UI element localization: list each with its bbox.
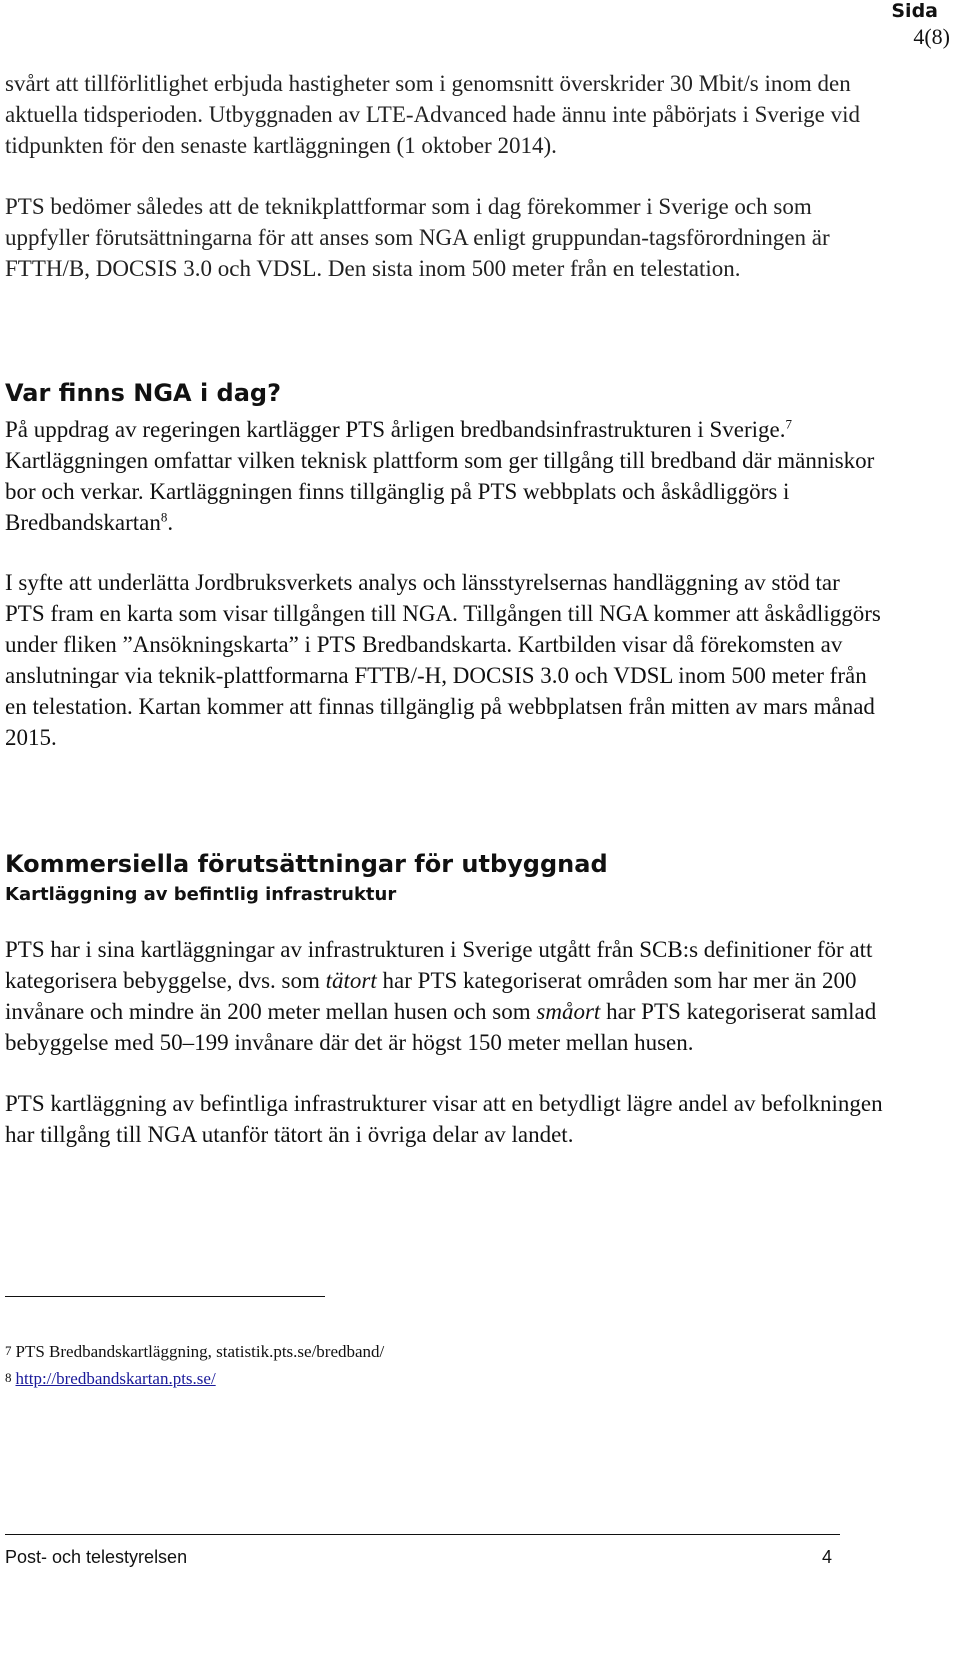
heading-kommersiella-forutsattningar: Kommersiella förutsättningar för utbyggnad (5, 850, 608, 878)
footer-organization: Post- och telestyrelsen (5, 1547, 188, 1567)
paragraph-lte: svårt att tillförlitlighet erbjuda hastigheter som i genomsnitt överskrider 30 Mbit/s inom den aktuella tidsperioden. Utbyggnaden av LTE-Advanced hade ännu inte påbörjats i Sverige vid tidpunkten för den senaste kartläggningen (1 oktober 2014). (5, 71, 861, 158)
paragraph-scb-part3: har PTS kategoriserat samlad bebyggelse med 50–199 invånare där det är högst 150 meter mellan husen. (5, 999, 877, 1055)
footnote-8-number: 8 (5, 1370, 12, 1385)
footer-page-number: 4 (822, 1547, 833, 1567)
footnote-7-number: 7 (5, 1343, 12, 1358)
paragraph-nga-definition: PTS bedömer således att de teknikplattformar som i dag förekommer i Sverige och som uppfyller förutsättningarna för att anses som NGA enligt gruppundan-tagsförordningen är FTTH/B, DOCSIS 3.0 och VDSL. Den sista inom 500 meter från en telestation. (5, 194, 830, 281)
footnote-7 (5, 1338, 384, 1365)
paragraph-scb-part2: har PTS kategoriserat områden som har mer än 200 invånare och mindre än 200 meter mellan husen och som (5, 968, 857, 1024)
paragraph-ansokningskarta: I syfte att underlätta Jordbruksverkets analys och länsstyrelsernas handläggning av stöd tar PTS fram en karta som visar tillgången till NGA. Tillgången till NGA kommer att åskådliggörs under fliken ”Ansökningskarta” i PTS Bredbandskarta. Kartbilden visar då förekomsten av anslutningar via teknik-plattformarna FTTB/-H, DOCSIS 3.0 och VDSL inom 500 meter från en telestation. Kartan kommer att finnas tillgänglig på webbplatsen från mitten av mars månad 2015. (5, 570, 881, 750)
paragraph-nga-tillgang: PTS kartläggning av befintliga infrastrukturer visar att en betydligt lägre andel av befolkningen har tillgång till NGA utanför tätort än i övriga delar av landet. (5, 1091, 883, 1147)
paragraph-scb-definitioner (5, 934, 885, 1058)
footnote-8-link[interactable]: http://bredbandskartan.pts.se/ (15, 1369, 216, 1388)
footnote-7-text: PTS Bredbandskartläggning, statistik.pts.se/bredband/ (15, 1342, 385, 1361)
paragraph-scb-part1: PTS har i sina kartläggningar av infrastrukturen i Sverige utgått från SCB:s definitioner för att kategorisera bebyggelse, dvs. som (5, 937, 873, 993)
paragraph-kartlaggning-part3: . (167, 510, 174, 535)
page-label: Sida (891, 0, 938, 22)
footnote-8 (5, 1365, 384, 1392)
footnote-divider (5, 1296, 325, 1297)
page-number: 4(8) (913, 24, 950, 49)
paragraph-kartlaggning-part2: Kartläggningen omfattar vilken teknisk plattform som ger tillgång till bredband där människor bor och verkar. Kartläggningen finns tillgänglig på PTS webbplats och åskådliggörs i Bredbandskartan (5, 448, 875, 535)
paragraph-kartlaggning (5, 414, 885, 538)
footnote-ref-7[interactable]: 7 (785, 416, 792, 432)
term-tatort: tätort (325, 968, 377, 993)
footnotes (5, 1338, 384, 1392)
heading-var-finns-nga: Var finns NGA i dag? (5, 379, 282, 407)
paragraph-kartlaggning-part1: På uppdrag av regeringen kartlägger PTS årligen bredbandsinfrastrukturen i Sverige. (5, 417, 786, 442)
footer-divider (5, 1534, 840, 1535)
term-smaort: småort (536, 999, 601, 1024)
footnote-ref-8[interactable]: 8 (160, 509, 168, 525)
document-body (5, 68, 885, 1150)
subheading-kartlaggning-infrastruktur: Kartläggning av befintlig infrastruktur (5, 884, 397, 905)
